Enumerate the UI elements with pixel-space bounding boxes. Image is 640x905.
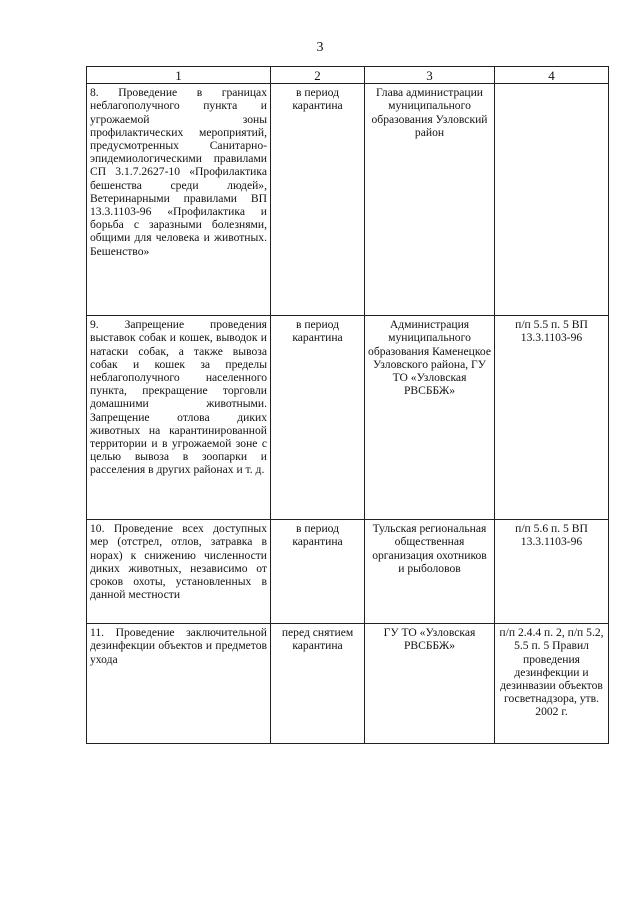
measure-cell: 8. Проведение в границах неблагополучного пункта и угрожаемой зоны профилактических мероприятий, предусмотренных Санитарно-эпидемиологическими правилами СП 3.1.7.2627-10 «Профилактика бешенства среди людей», Ветеринарными правилами ВП 13.3.1103-96 «Профилактика и борьба с заразными болезнями, общими для человека и животных. Бешенство» xyxy=(87,84,271,316)
responsible-cell: Тульская региональная общественная организация охотников и рыболовов xyxy=(365,520,495,624)
page-number: 3 xyxy=(316,40,324,55)
responsible-cell: Глава администрации муниципального образования Узловский район xyxy=(365,84,495,316)
table-row xyxy=(87,520,609,624)
period-cell: в период карантина xyxy=(271,520,365,624)
responsible-cell: ГУ ТО «Узловская РВСББЖ» xyxy=(365,624,495,744)
column-header-2: 2 xyxy=(271,67,365,84)
measure-cell: 10. Проведение всех доступных мер (отстрел, отлов, затравка в норах) к снижению численности диких животных, независимо от сроков охоты, установленных в данной местности xyxy=(87,520,271,624)
column-header-4: 4 xyxy=(495,67,609,84)
column-header-1: 1 xyxy=(87,67,271,84)
column-header-3: 3 xyxy=(365,67,495,84)
basis-cell xyxy=(495,84,609,316)
basis-cell: п/п 2.4.4 п. 2, п/п 5.2, 5.5 п. 5 Правил проведения дезинфекции и дезинвазии объектов госветнадзора, утв. 2002 г. xyxy=(495,624,609,744)
measures-table xyxy=(86,66,609,744)
period-cell: перед снятием карантина xyxy=(271,624,365,744)
responsible-cell: Администрация муниципального образования Каменецкое Узловского района, ГУ ТО «Узловская РВСББЖ» xyxy=(365,316,495,520)
basis-cell: п/п 5.6 п. 5 ВП 13.3.1103-96 xyxy=(495,520,609,624)
measure-cell: 11. Проведение заключительной дезинфекции объектов и предметов ухода xyxy=(87,624,271,744)
header-row xyxy=(87,67,609,84)
period-cell: в период карантина xyxy=(271,84,365,316)
basis-cell: п/п 5.5 п. 5 ВП 13.3.1103-96 xyxy=(495,316,609,520)
table-row xyxy=(87,316,609,520)
table-row xyxy=(87,84,609,316)
measure-cell: 9. Запрещение проведения выставок собак и кошек, выводок и натаски собак, а также вывоза собак и кошек за пределы неблагополучного населенного пункта, прекращение торговли домашними животными. Запрещение отлова диких животных на карантинированной территории и в угрожаемой зоне с целью вывоза в зоопарки и расселения в других районах и т. д. xyxy=(87,316,271,520)
table-row xyxy=(87,624,609,744)
period-cell: в период карантина xyxy=(271,316,365,520)
